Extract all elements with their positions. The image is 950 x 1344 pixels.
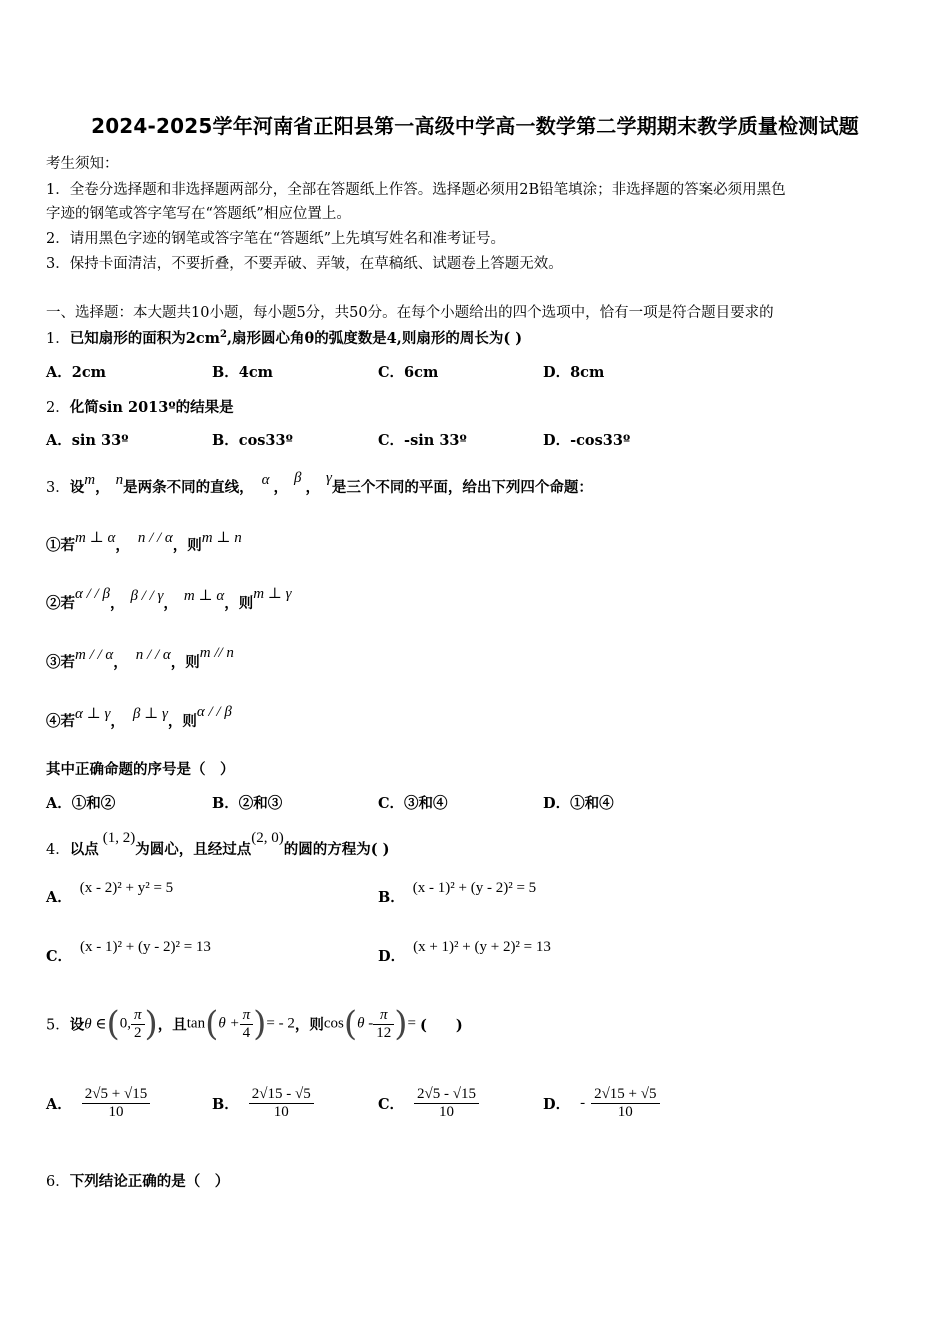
question-2-option-c[interactable]: C．-sin 33º xyxy=(378,432,467,449)
question-2-option-d[interactable]: D．-cos33º xyxy=(543,432,631,449)
proposition-4: ④若α ⊥ γ， β ⊥ γ，则α / / β xyxy=(46,704,232,730)
question-6-stem xyxy=(46,1170,229,1191)
page-title: 2024-2025学年河南省正阳县第一高级中学高一数学第二学期期末教学质量检测试题 xyxy=(91,114,859,138)
question-3-option-b[interactable]: B．②和③ xyxy=(212,795,283,812)
point-2: (2, 0) xyxy=(251,830,284,846)
question-text: 化简sin 2013º的结果是 xyxy=(69,399,234,416)
notice-heading: 考生须知： xyxy=(46,156,119,172)
question-5-option-b[interactable]: B． $\frac{2√15 - √5}{10}$ xyxy=(212,1086,314,1121)
notice-line-1b: 字迹的钢笔或答字笔写在“答题纸”相应位置上。 xyxy=(46,206,351,222)
question-3-option-c[interactable]: C．③和④ xyxy=(378,795,448,812)
question-3-ask: 其中正确命题的序号是（ ） xyxy=(46,761,235,778)
question-1-stem xyxy=(46,327,522,348)
question-4-option-d[interactable]: D．(x + 1)² + (y + 2)² = 13 xyxy=(378,939,551,965)
question-2-option-a[interactable]: A．sin 33º xyxy=(46,432,129,449)
question-5-option-a[interactable]: A． $\frac{2√5 + √15}{10}$ xyxy=(46,1086,150,1121)
question-number: 1． xyxy=(46,331,70,347)
question-3-option-d[interactable]: D．①和④ xyxy=(543,795,614,812)
question-number: 6． xyxy=(46,1174,70,1190)
question-number: 3． xyxy=(46,480,70,496)
question-text: 已知扇形的面积为2cm xyxy=(69,330,220,347)
question-5-stem: 5．设θ ∈(0, $\frac{\pi}{2}$ )，且tan(θ + $\frac{\pi}{4}$ )= - 2，则cos(θ - $\frac{\pi}{12}$ )= ( ) xyxy=(46,1004,463,1044)
notice-line-3: 3．保持卡面清洁，不要折叠，不要弄破、弄皱，在草稿纸、试题卷上答题无效。 xyxy=(46,256,563,272)
question-number: 2． xyxy=(46,400,70,416)
question-1-option-c[interactable]: C．6cm xyxy=(378,364,439,381)
superscript: 2 xyxy=(220,329,227,341)
question-2-option-b[interactable]: B．cos33º xyxy=(212,432,293,449)
question-5-option-c[interactable]: C． $\frac{2√5 - √15}{10}$ xyxy=(378,1086,479,1121)
notice-line-1a: 1．全卷分选择题和非选择题两部分，全部在答题纸上作答。选择题必须用2B铅笔填涂；非选择题的答案必须用黑色 xyxy=(46,182,786,198)
proposition-2: ②若α / / β， β / / γ， m ⊥ α，则m ⊥ γ xyxy=(46,586,292,612)
notice-line-2: 2．请用黑色字迹的钢笔或答字笔在“答题纸”上先填写姓名和准考证号。 xyxy=(46,231,506,247)
question-4-stem: 4．以点(1, 2)为圆心，且经过点(2, 0)的圆的方程为( ) xyxy=(46,830,390,858)
question-2-stem xyxy=(46,396,234,417)
proposition-1: ①若m ⊥ α， n / / α，则m ⊥ n xyxy=(46,530,242,554)
question-3-option-a[interactable]: A．①和② xyxy=(46,795,116,812)
question-1-option-b[interactable]: B．4cm xyxy=(212,364,274,381)
question-1-option-d[interactable]: D．8cm xyxy=(543,364,605,381)
question-1-option-a[interactable]: A．2cm xyxy=(46,364,107,381)
section-heading: 一、选择题：本大题共10小题，每小题5分，共50分。在每个小题给出的四个选项中，恰有一项是符合题目要求的 xyxy=(46,305,774,321)
question-text: 下列结论正确的是（ ） xyxy=(69,1173,230,1190)
question-4-option-c[interactable]: C．(x - 1)² + (y - 2)² = 13 xyxy=(46,939,211,965)
question-4-option-b[interactable]: B．(x - 1)² + (y - 2)² = 5 xyxy=(378,880,537,906)
question-number: 4． xyxy=(46,842,70,858)
question-4-option-a[interactable]: A．(x - 2)² + y² = 5 xyxy=(46,880,174,906)
question-text-end: ,扇形圆心角θ的弧度数是4,则扇形的周长为( ) xyxy=(226,330,523,347)
question-3-stem: 3．设m， n是两条不同的直线， α ，β，γ是三个不同的平面，给出下列四个命题： xyxy=(46,470,593,496)
question-number: 5． xyxy=(46,1017,70,1034)
point-1: (1, 2) xyxy=(102,830,136,846)
proposition-3: ③若m / / α， n / / α，则m // n xyxy=(46,645,234,671)
question-5-option-d[interactable]: D． - $\frac{2√15 + √5}{10}$ xyxy=(543,1086,660,1121)
